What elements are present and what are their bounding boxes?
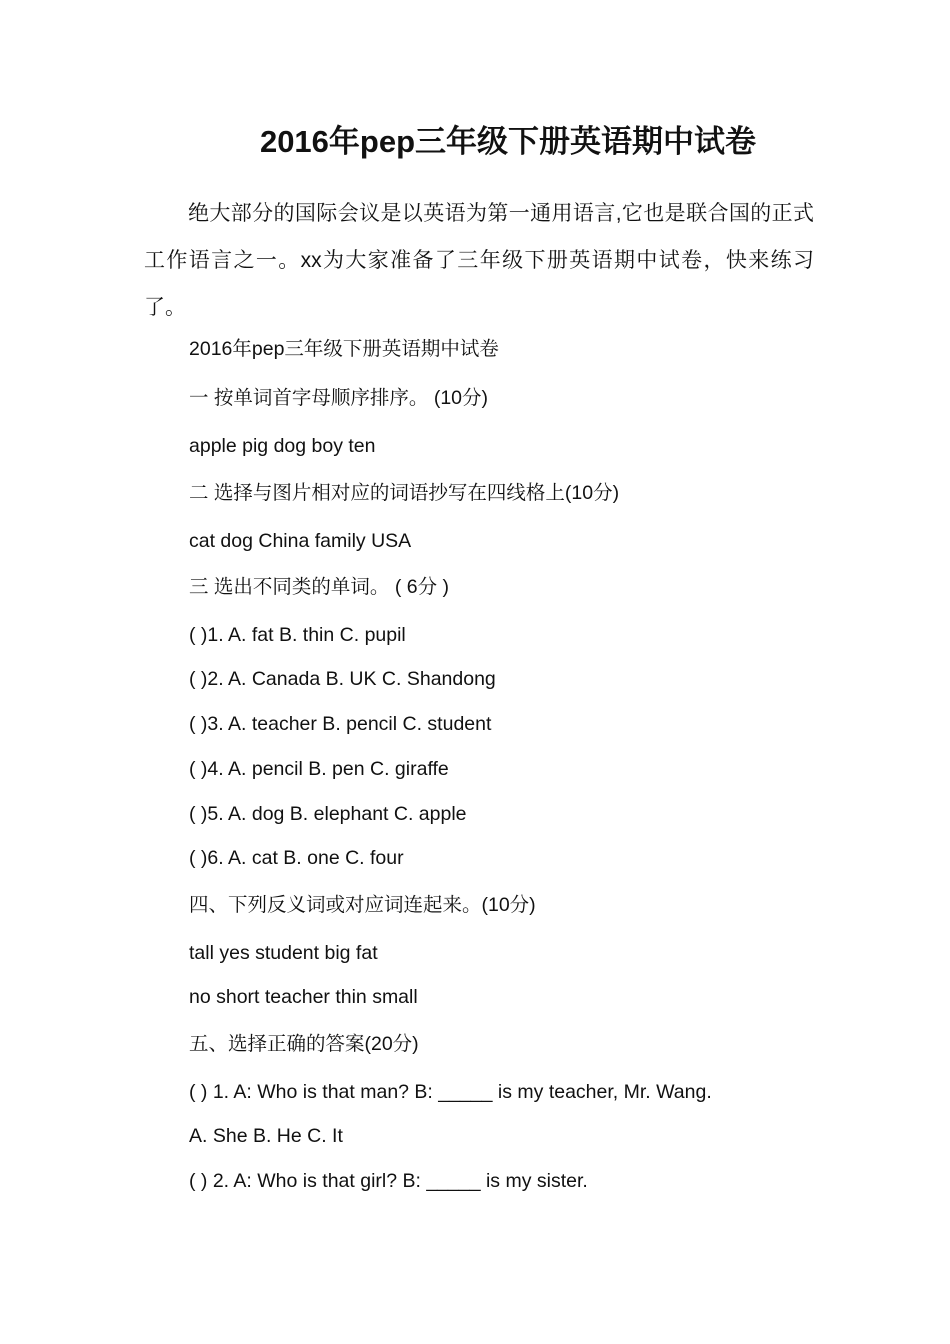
section-1-heading: 一 按单词首字母顺序排序。 (10分): [189, 387, 489, 409]
document-title: 2016年pep三年级下册英语期中试卷: [259, 124, 757, 159]
intro-paragraph: 绝大部分的国际会议是以英语为第一通用语言,它也是联合国的正式工作语言之一。xx为大家准备了三年级下册英语期中试卷，快来练习了。: [144, 202, 814, 319]
question-line: ( )3. A. teacher B. pencil C. student: [189, 713, 492, 735]
subtitle-line: 2016年pep三年级下册英语期中试卷: [189, 338, 499, 360]
question-line: ( )4. A. pencil B. pen C. giraffe: [189, 758, 449, 780]
question-line: ( )5. A. dog B. elephant C. apple: [189, 803, 467, 825]
section-3-heading: 三 选出不同类的单词。 ( 6分 ): [189, 576, 450, 598]
section-2-words: cat dog China family USA: [189, 530, 412, 552]
section-2-heading: 二 选择与图片相对应的词语抄写在四线格上(10分): [189, 482, 620, 504]
section-4-words-row-2: no short teacher thin small: [189, 986, 418, 1008]
section-4-heading: 四、下列反义词或对应词连起来。(10分): [189, 894, 536, 916]
question-line: ( ) 2. A: Who is that girl? B: _____ is my sister.: [189, 1170, 588, 1192]
answer-options: A. She B. He C. It: [189, 1125, 343, 1147]
section-5-heading: 五、选择正确的答案(20分): [189, 1033, 419, 1055]
question-line: ( ) 1. A: Who is that man? B: _____ is my teacher, Mr. Wang.: [189, 1081, 712, 1103]
question-line: ( )6. A. cat B. one C. four: [189, 847, 404, 869]
question-line: ( )2. A. Canada B. UK C. Shandong: [189, 668, 496, 690]
section-1-words: apple pig dog boy ten: [189, 435, 376, 457]
section-4-words-row-1: tall yes student big fat: [189, 942, 378, 964]
question-line: ( )1. A. fat B. thin C. pupil: [189, 624, 406, 646]
